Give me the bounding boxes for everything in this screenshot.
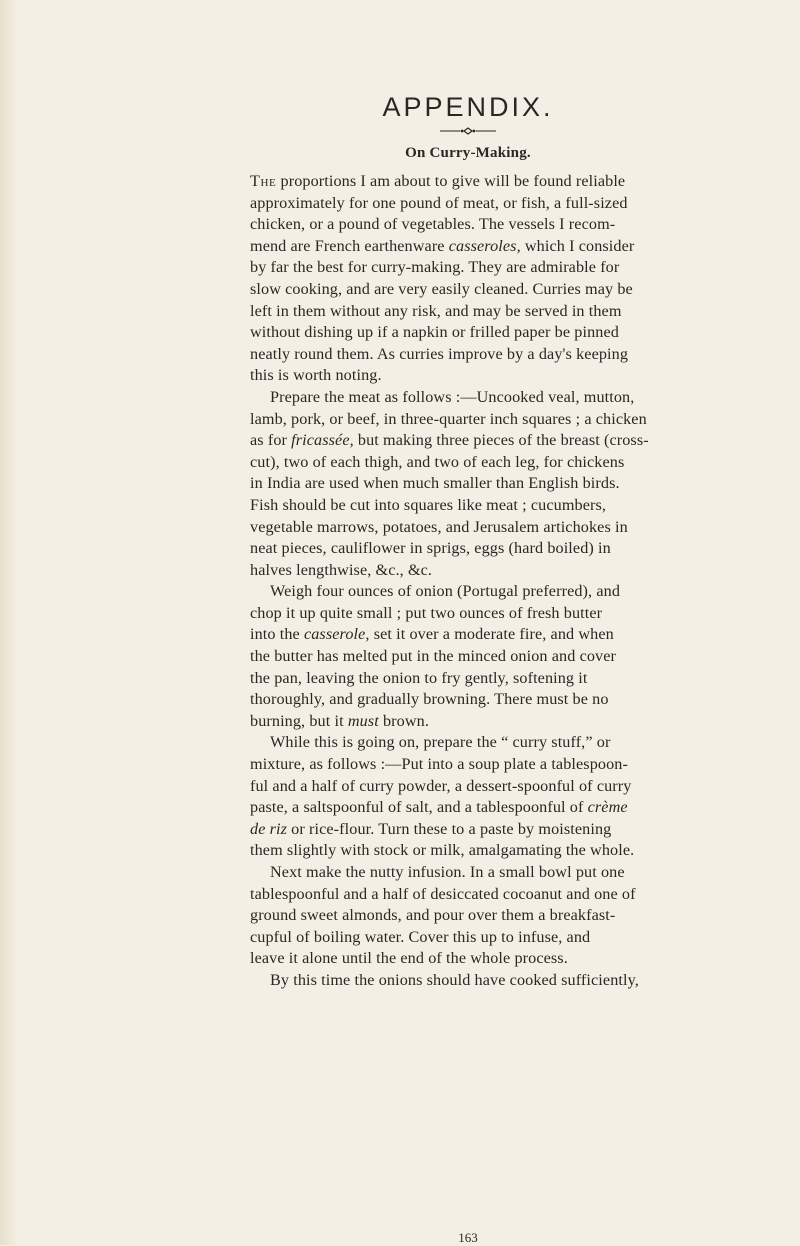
text-line <box>250 171 688 193</box>
text-line: Next make the nutty infusion. In a small bowl put one <box>270 863 625 881</box>
text-line <box>250 711 688 733</box>
section-heading: On Curry-Making. <box>405 145 531 161</box>
text-line: tablespoonful and a half of desiccated cocoanut and one of <box>250 884 636 903</box>
line-text: proportions I am about to give will be found reliable <box>276 172 626 190</box>
text-line: approximately for one pound of meat, or fish, a full-sized <box>250 193 628 212</box>
text-line: By this time the onions should have cooked sufficiently, <box>270 970 639 989</box>
text-line: neatly round them. As curries improve by a day's keeping <box>250 344 629 363</box>
italic-term: must <box>347 711 379 730</box>
text-line: in India are used when much smaller than English birds. <box>250 474 620 493</box>
text-line: vegetable marrows, potatoes, and Jerusalem artichokes in <box>250 517 628 536</box>
italic-term: fricassée, <box>291 431 354 450</box>
line-text: which I consider <box>520 236 635 255</box>
rule-diamond-ornament-icon <box>440 126 496 136</box>
line-text: set it over a moderate fire, and when <box>369 625 614 644</box>
text-line: Prepare the meat as follows :—Uncooked veal, mutton, <box>270 387 635 406</box>
text-line: the pan, leaving the onion to fry gently, softening it <box>250 668 588 687</box>
italic-term: casseroles, <box>448 236 521 255</box>
text-line: cupful of boiling water. Cover this up to infuse, and <box>250 927 591 946</box>
line-text: mend are French earthenware <box>250 236 449 255</box>
text-line <box>250 819 688 841</box>
text-line <box>250 624 688 646</box>
line-text: paste, a saltspoonful of salt, and a tablespoonful of <box>250 798 588 817</box>
line-text: into the <box>250 625 304 644</box>
line-text: brown. <box>378 711 429 730</box>
text-line: by far the best for curry-making. They are admirable for <box>250 258 620 277</box>
text-line: mixture, as follows :—Put into a soup plate a tablespoon- <box>250 755 628 774</box>
ornament-divider <box>250 126 686 136</box>
italic-term: casserole, <box>303 625 370 644</box>
text-line: them slightly with stock or milk, amalgamating the whole. <box>250 841 635 860</box>
italic-term: de riz <box>250 819 288 838</box>
text-line <box>250 430 688 452</box>
text-line: neat pieces, cauliflower in sprigs, eggs (hard boiled) in <box>250 539 611 558</box>
body-text <box>250 171 688 992</box>
paragraph-lead-word: The <box>250 172 277 190</box>
text-line: the butter has melted put in the minced onion and cover <box>250 647 617 666</box>
page-number: 163 <box>458 1230 478 1245</box>
text-line: this is worth noting. <box>250 366 382 385</box>
text-line: chicken, or a pound of vegetables. The vessels I recom- <box>250 215 616 234</box>
text-line: cut), two of each thigh, and two of each leg, for chickens <box>250 452 625 471</box>
text-line: ful and a half of curry powder, a dessert-spoonful of curry <box>250 776 632 795</box>
page-edge <box>0 0 18 1245</box>
line-text: or rice-flour. Turn these to a paste by moistening <box>287 819 612 838</box>
text-line: halves lengthwise, &c., &c. <box>250 560 433 579</box>
text-line: Fish should be cut into squares like meat ; cucumbers, <box>250 495 607 514</box>
text-line: thoroughly, and gradually browning. There must be no <box>250 690 609 709</box>
line-text: burning, but it <box>250 711 348 730</box>
text-line: chop it up quite small ; put two ounces of fresh butter <box>250 603 603 622</box>
text-line <box>250 797 688 819</box>
text-line: leave it alone until the end of the whole process. <box>250 949 568 968</box>
text-line: left in them without any risk, and may be served in them <box>250 301 622 320</box>
text-line: lamb, pork, or beef, in three-quarter inch squares ; a chicken <box>250 409 647 428</box>
text-line: ground sweet almonds, and pour over them a breakfast- <box>250 906 616 925</box>
line-text: but making three pieces of the breast (cross- <box>353 431 649 450</box>
line-text: as for <box>250 431 292 450</box>
text-line: without dishing up if a napkin or frilled paper be pinned <box>250 323 619 342</box>
text-line: Weigh four ounces of onion (Portugal preferred), and <box>270 582 621 601</box>
chapter-title: APPENDIX. <box>382 92 554 122</box>
text-line: slow cooking, and are very easily cleaned. Curries may be <box>250 279 633 298</box>
italic-term: crème <box>587 798 628 817</box>
text-line: While this is going on, prepare the “ curry stuff,” or <box>270 733 611 752</box>
text-line <box>250 236 688 258</box>
